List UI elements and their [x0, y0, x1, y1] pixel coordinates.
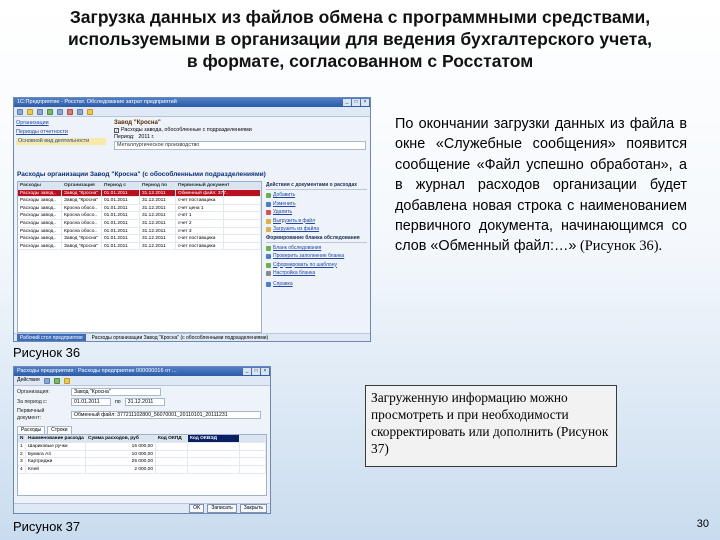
window-title: Расходы предприятия : Расходы предприятия 000000016 от ...: [17, 368, 177, 374]
figure-36-caption: Рисунок 36: [13, 345, 81, 360]
col-header[interactable]: Расходы: [18, 182, 62, 189]
save-icon[interactable]: [44, 378, 50, 384]
cell: Обменный файл: 377..: [178, 190, 229, 196]
cell: Расходы завод..: [18, 220, 62, 227]
window-titlebar: [14, 367, 270, 376]
period-label: Период:: [114, 134, 135, 140]
cell: [240, 451, 266, 458]
cell: 3: [18, 458, 26, 465]
col-header[interactable]: [240, 435, 266, 442]
cell: 1: [18, 443, 26, 450]
action-delete[interactable]: [266, 209, 367, 216]
doc-field[interactable]: Обменный файл: 377211102800_56070001_20110101_20111231: [71, 411, 261, 419]
table-row[interactable]: [18, 443, 266, 451]
form-check[interactable]: [266, 253, 367, 260]
close-icon[interactable]: ×: [361, 99, 369, 106]
table-row[interactable]: [18, 451, 266, 459]
minimize-icon[interactable]: _: [343, 99, 351, 106]
cell: счет 3: [176, 228, 224, 235]
save-icon[interactable]: [37, 109, 43, 115]
tab-rows[interactable]: Строки: [47, 426, 71, 434]
action-label: Справка: [273, 281, 293, 287]
cell: Кросна обосо..: [62, 212, 102, 219]
cell: счет 2: [176, 220, 224, 227]
table-row[interactable]: [18, 458, 266, 466]
gear-icon: [266, 271, 271, 276]
title-line-2: используемыми в организации для ведения бухгалтерского учета,: [68, 29, 652, 49]
cell: 31.12.2011: [140, 190, 176, 197]
cell: [224, 190, 261, 197]
new-icon[interactable]: [17, 109, 23, 115]
cell: 2 000,00: [86, 466, 156, 473]
page-number: 30: [696, 518, 709, 530]
status-bar: [14, 333, 370, 341]
action-import[interactable]: [266, 226, 367, 233]
ok-button[interactable]: OK: [189, 504, 204, 513]
title-line-3: в формате, согласованном с Росстатом: [186, 51, 534, 71]
cell: [156, 443, 188, 450]
col-header[interactable]: N: [18, 435, 26, 442]
doc-label: Первичный документ:: [17, 408, 45, 421]
close-button[interactable]: Закрыть: [240, 504, 267, 513]
period-from-field[interactable]: 01.01.2011: [71, 398, 111, 406]
table-row[interactable]: [18, 220, 261, 228]
maximize-icon[interactable]: □: [352, 99, 360, 106]
import-icon: [266, 227, 271, 232]
cell: [188, 466, 240, 473]
period-to-field[interactable]: 31.12.2011: [125, 398, 165, 406]
org-name: Завод "Кросна": [114, 120, 161, 126]
expense-lines-table: [17, 434, 267, 496]
cell: [240, 458, 266, 465]
action-label: Удалить: [273, 209, 293, 215]
nav-organizations[interactable]: Организации: [16, 120, 49, 126]
form-template[interactable]: [266, 262, 367, 269]
add-icon: [266, 193, 271, 198]
cell: [224, 228, 261, 235]
cell: Расходы завод..: [18, 235, 62, 242]
cell: [224, 235, 261, 242]
check-icon: [266, 254, 271, 259]
cell: Картриджи: [26, 458, 86, 465]
cell: Расходы завод..: [18, 212, 62, 219]
cell: Шариковые ручки: [26, 443, 86, 450]
col-header[interactable]: Организация: [62, 182, 102, 189]
slide-title: [6, 6, 714, 72]
delete-icon: [266, 210, 271, 215]
checkbox-label: Расходы завода, обособленные с подразделениями: [121, 127, 252, 133]
cell: [224, 205, 261, 212]
cell: 01.01.2011: [102, 220, 140, 227]
org-label: Организация:: [17, 388, 50, 395]
cell: Расходы завод..: [18, 190, 62, 197]
table-row[interactable]: [18, 235, 261, 243]
explanation-paragraph: [395, 114, 687, 257]
screenshot-window-journal: [13, 97, 371, 342]
activity-row: [114, 141, 366, 150]
period-label: За период с:: [17, 398, 48, 405]
cell: счет 1: [176, 212, 224, 219]
toolbar: [14, 107, 370, 117]
col-header[interactable]: Первичный документ: [178, 183, 230, 188]
export-icon: [266, 219, 271, 224]
table-row[interactable]: [18, 212, 261, 220]
tab-expenses[interactable]: Расходы: [17, 426, 45, 434]
cell: [156, 458, 188, 465]
form-blank[interactable]: [266, 245, 367, 252]
cell: 25 000,00: [86, 458, 156, 465]
cell: 01.01.2011: [102, 197, 140, 204]
col-header[interactable]: Сумма расходов, руб: [86, 435, 156, 442]
cell: 01.01.2011: [102, 243, 140, 250]
desktop-tab[interactable]: Рабочий стол предприятия: [17, 334, 86, 341]
table-header: [18, 435, 266, 443]
cell: [240, 443, 266, 450]
expenses-table: [17, 181, 262, 333]
cell: счет поставщика: [176, 197, 224, 204]
paragraph-figure-ref: (Рисунок 36).: [576, 238, 663, 255]
form-settings[interactable]: [266, 270, 367, 277]
cell: 31.12.2011: [140, 220, 176, 227]
tabs: [17, 426, 267, 434]
cell: Кросна обосо..: [62, 220, 102, 227]
maximize-icon[interactable]: □: [252, 368, 260, 375]
screenshot-window-document: [13, 366, 271, 514]
cell: 31.12.2011: [140, 235, 176, 242]
cell: [188, 443, 240, 450]
checkbox[interactable]: ✓: [115, 128, 119, 133]
cell: 31.12.2011: [140, 205, 176, 212]
cell: [188, 451, 240, 458]
action-edit[interactable]: [266, 201, 367, 208]
nav-periods[interactable]: Периоды отчетности: [16, 129, 68, 135]
cell: 01.01.2011: [102, 205, 140, 212]
close-icon[interactable]: ×: [261, 368, 269, 375]
period-value: 2011 г.: [138, 134, 155, 140]
period-row: [17, 398, 267, 406]
minimize-icon[interactable]: _: [243, 368, 251, 375]
cell: 01.01.2011: [102, 212, 140, 219]
cell: 2: [18, 451, 26, 458]
actions-menu[interactable]: Действия: [17, 377, 40, 383]
cell: [224, 197, 261, 204]
cell: [188, 458, 240, 465]
cell: 4: [18, 466, 26, 473]
note-box: Загруженную информацию можно просмотреть и при необходимости скорректировать или дополнить (Рисунок 37): [365, 385, 617, 467]
cell: Завод "Кросна": [62, 197, 102, 204]
toolbar: [14, 376, 270, 386]
refresh-icon[interactable]: [47, 109, 53, 115]
table-row[interactable]: [18, 205, 261, 213]
cell: счет поставщика: [176, 235, 224, 242]
post-icon[interactable]: [54, 378, 60, 384]
cell: Завод "Кросна": [62, 243, 102, 250]
help-icon: [266, 282, 271, 287]
actions-heading: Действия с документами о расходах: [266, 182, 367, 190]
cell: Расходы завод..: [18, 228, 62, 235]
activity-value[interactable]: Металлургическое производство: [114, 141, 366, 150]
help-icon[interactable]: [64, 378, 70, 384]
org-row: [17, 388, 267, 396]
cell: 01.01.2011: [102, 235, 140, 242]
cell: Завод "Кросна": [62, 190, 102, 197]
status-text: Расходы организации Завод "Кросна" (с обособленными подразделениями): [91, 335, 269, 341]
cell: Расходы завод..: [18, 205, 62, 212]
period-row: [114, 134, 366, 141]
action-label: Выгрузить в файл: [273, 217, 315, 224]
figure-37-caption: Рисунок 37: [13, 519, 81, 534]
cell: 01.01.2011: [102, 228, 140, 235]
cell: [156, 451, 188, 458]
cell: счет поставщика: [176, 243, 224, 250]
template-icon: [266, 263, 271, 268]
help-link[interactable]: [266, 281, 367, 288]
table-header: [18, 182, 261, 190]
expenses-banner: Расходы организации Завод "Кросна" (с обособленными подразделениями): [17, 171, 266, 178]
delete-icon[interactable]: [67, 109, 73, 115]
col-header[interactable]: Период с: [102, 182, 140, 189]
doc-row: [17, 408, 267, 422]
table-row[interactable]: [18, 197, 261, 205]
col-header[interactable]: Код ОКПД: [156, 435, 188, 442]
action-label: Проверить заполнение бланка: [273, 253, 345, 259]
window-titlebar: [14, 98, 370, 107]
action-label: Загрузить из файла: [273, 226, 320, 232]
col-header[interactable]: Наименование расхода: [26, 435, 86, 442]
cell: 31.12.2011: [140, 228, 176, 235]
cell: Бумага А4: [26, 451, 86, 458]
col-header[interactable]: [224, 182, 261, 189]
cell: [224, 220, 261, 227]
dialog-buttons: [14, 503, 270, 513]
action-add[interactable]: [266, 192, 367, 199]
cell: [156, 466, 188, 473]
edit-icon: [266, 202, 271, 207]
cell: 01.01.2011: [102, 190, 140, 197]
table-row[interactable]: [18, 466, 266, 474]
find-icon[interactable]: [77, 109, 83, 115]
forms-heading: Формирование бланка обследования: [266, 235, 367, 243]
org-field[interactable]: Завод "Кросна": [71, 388, 161, 396]
actions-panel: [266, 181, 367, 333]
col-header[interactable]: Код ОКВЭД: [188, 435, 240, 442]
cell: 31.12.2011: [140, 212, 176, 219]
period-to-label: по: [115, 398, 121, 405]
col-header[interactable]: Период по: [140, 182, 176, 189]
action-label: Изменить: [273, 200, 296, 207]
action-label: Бланк обследования: [273, 244, 322, 251]
title-line-1: Загрузка данных из файлов обмена с программными средствами,: [69, 7, 651, 27]
action-label: Сформировать по шаблону: [273, 261, 337, 268]
table-row[interactable]: [18, 243, 261, 251]
action-export[interactable]: [266, 218, 367, 225]
cell: счет цена 1: [176, 205, 224, 212]
table-row[interactable]: [18, 228, 261, 236]
action-label: Добавить: [273, 192, 296, 198]
cell: Клей: [26, 466, 86, 473]
cell: [240, 466, 266, 473]
paragraph-text: По окончании загрузки данных из файла в окне «Служебные сообщения» появится сообщение «Файл успешно обработан», а в журнал расходов организации будет добавлена новая строка с наименованием первичного документа, начинающимся со слов «Обменный файл:…»: [395, 116, 687, 255]
window-title: 1С:Предприятие - Росстат. Обследование затрат предприятий: [17, 99, 177, 105]
document-icon: [266, 246, 271, 251]
cell: 31.12.2011: [140, 243, 176, 250]
table-row-selected[interactable]: [18, 190, 261, 198]
org-header: [114, 120, 366, 165]
action-label: Настройка бланка: [273, 270, 316, 276]
cell: [224, 212, 261, 219]
cell: Завод "Кросна": [62, 235, 102, 242]
nav-activity[interactable]: Основной вид деятельности: [16, 138, 106, 145]
cell: 15 000,00: [86, 443, 156, 450]
cell: 31.12.2011: [140, 197, 176, 204]
cell: 10 000,00: [86, 451, 156, 458]
cell: Расходы завод..: [18, 243, 62, 250]
cell: Кросна обосо..: [62, 228, 102, 235]
print-icon[interactable]: [57, 109, 63, 115]
cell: Расходы завод..: [18, 197, 62, 204]
save-button[interactable]: Записать: [207, 504, 236, 513]
cell: [224, 243, 261, 250]
cell: Кросна обосо..: [62, 205, 102, 212]
open-folder-icon[interactable]: [27, 109, 33, 115]
help-icon[interactable]: [87, 109, 93, 115]
subdivisions-checkbox-row[interactable]: [114, 127, 366, 134]
